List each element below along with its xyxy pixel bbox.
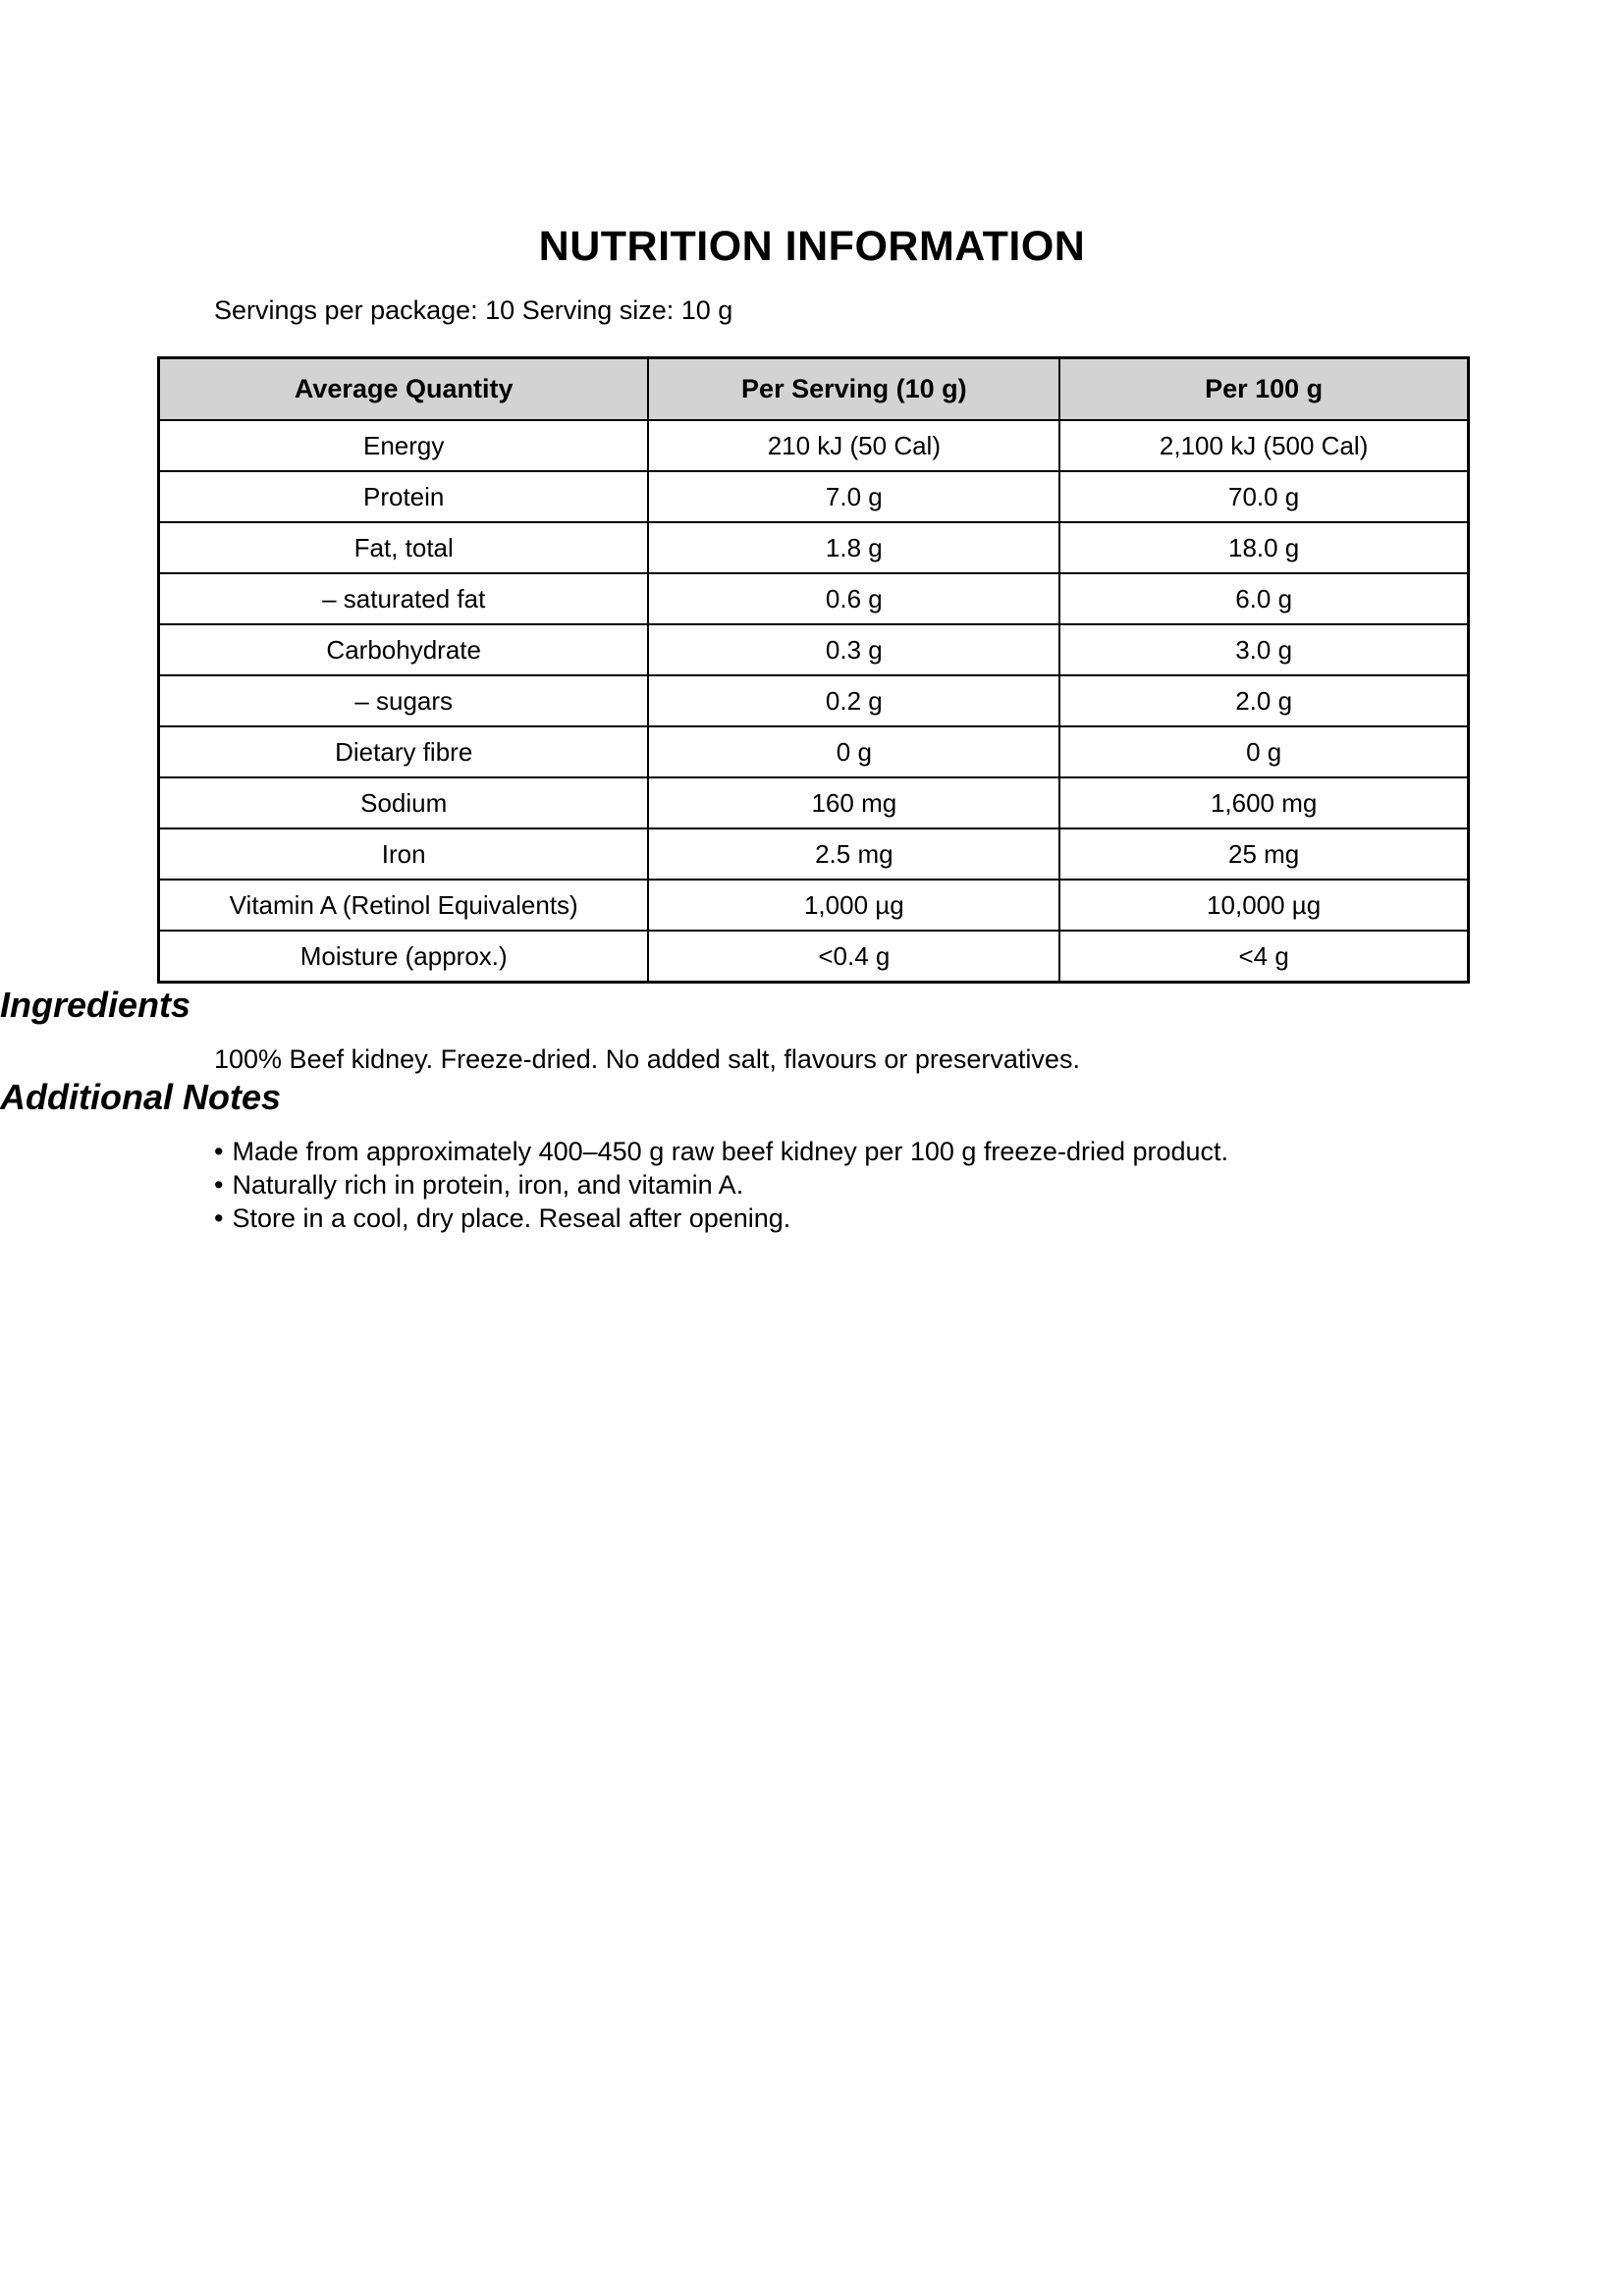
ingredients-text: 100% Beef kidney. Freeze-dried. No added salt, flavours or preservatives. bbox=[214, 1044, 1080, 1074]
per-100g-value: 2,100 kJ (500 Cal) bbox=[1059, 420, 1468, 471]
table-row bbox=[159, 880, 1469, 931]
additional-notes-list bbox=[214, 1135, 1624, 1235]
table-row bbox=[159, 931, 1469, 983]
per-serving-value: 1.8 g bbox=[648, 522, 1059, 573]
note-item-text: Naturally rich in protein, iron, and vitamin A. bbox=[232, 1170, 744, 1200]
bullet-icon: • bbox=[214, 1203, 224, 1233]
additional-notes-heading: Additional Notes bbox=[0, 1077, 281, 1117]
per-100g-value: 10,000 µg bbox=[1059, 880, 1468, 931]
per-serving-value: <0.4 g bbox=[648, 931, 1059, 983]
bullet-icon: • bbox=[214, 1170, 224, 1200]
per-serving-value: 210 kJ (50 Cal) bbox=[648, 420, 1059, 471]
nutrient-label: Moisture (approx.) bbox=[159, 931, 649, 983]
nutrient-label: Dietary fibre bbox=[159, 726, 649, 777]
per-serving-value: 160 mg bbox=[648, 777, 1059, 828]
table-header-row bbox=[159, 358, 1469, 421]
column-header-per-serving: Per Serving (10 g) bbox=[648, 358, 1059, 421]
nutrient-label: Iron bbox=[159, 828, 649, 880]
nutrient-label: Carbohydrate bbox=[159, 624, 649, 675]
per-serving-value: 7.0 g bbox=[648, 471, 1059, 522]
table-row bbox=[159, 420, 1469, 471]
table-row bbox=[159, 675, 1469, 726]
nutrition-table-header bbox=[159, 358, 1469, 421]
column-header-per-100g: Per 100 g bbox=[1059, 358, 1468, 421]
table-row bbox=[159, 573, 1469, 624]
note-item bbox=[214, 1201, 1624, 1235]
per-100g-value: 18.0 g bbox=[1059, 522, 1468, 573]
note-item bbox=[214, 1135, 1624, 1168]
bullet-icon: • bbox=[214, 1137, 224, 1166]
nutrient-label: Energy bbox=[159, 420, 649, 471]
per-serving-value: 0.2 g bbox=[648, 675, 1059, 726]
table-row bbox=[159, 471, 1469, 522]
table-row bbox=[159, 624, 1469, 675]
table-row bbox=[159, 777, 1469, 828]
per-100g-value: 70.0 g bbox=[1059, 471, 1468, 522]
per-serving-value: 1,000 µg bbox=[648, 880, 1059, 931]
table-row bbox=[159, 522, 1469, 573]
per-100g-value: 1,600 mg bbox=[1059, 777, 1468, 828]
column-header-average-quantity: Average Quantity bbox=[159, 358, 649, 421]
per-serving-value: 2.5 mg bbox=[648, 828, 1059, 880]
nutrient-label: Sodium bbox=[159, 777, 649, 828]
ingredients-heading: Ingredients bbox=[0, 985, 191, 1025]
nutrition-table bbox=[157, 356, 1470, 984]
table-row bbox=[159, 726, 1469, 777]
table-row bbox=[159, 828, 1469, 880]
servings-line: Servings per package: 10 Serving size: 10 g bbox=[214, 295, 733, 325]
page-title: NUTRITION INFORMATION bbox=[538, 223, 1086, 270]
nutrient-label: Fat, total bbox=[159, 522, 649, 573]
nutrient-label: Protein bbox=[159, 471, 649, 522]
nutrient-label: – sugars bbox=[159, 675, 649, 726]
note-item bbox=[214, 1168, 1624, 1201]
note-item-text: Made from approximately 400–450 g raw beef kidney per 100 g freeze-dried product. bbox=[232, 1137, 1229, 1166]
nutrient-label: – saturated fat bbox=[159, 573, 649, 624]
per-100g-value: 2.0 g bbox=[1059, 675, 1468, 726]
per-100g-value: 25 mg bbox=[1059, 828, 1468, 880]
per-serving-value: 0 g bbox=[648, 726, 1059, 777]
per-100g-value: 6.0 g bbox=[1059, 573, 1468, 624]
per-100g-value: 3.0 g bbox=[1059, 624, 1468, 675]
note-item-text: Store in a cool, dry place. Reseal after opening. bbox=[232, 1203, 791, 1233]
per-serving-value: 0.6 g bbox=[648, 573, 1059, 624]
per-100g-value: 0 g bbox=[1059, 726, 1468, 777]
nutrient-label: Vitamin A (Retinol Equivalents) bbox=[159, 880, 649, 931]
per-100g-value: <4 g bbox=[1059, 931, 1468, 983]
per-serving-value: 0.3 g bbox=[648, 624, 1059, 675]
